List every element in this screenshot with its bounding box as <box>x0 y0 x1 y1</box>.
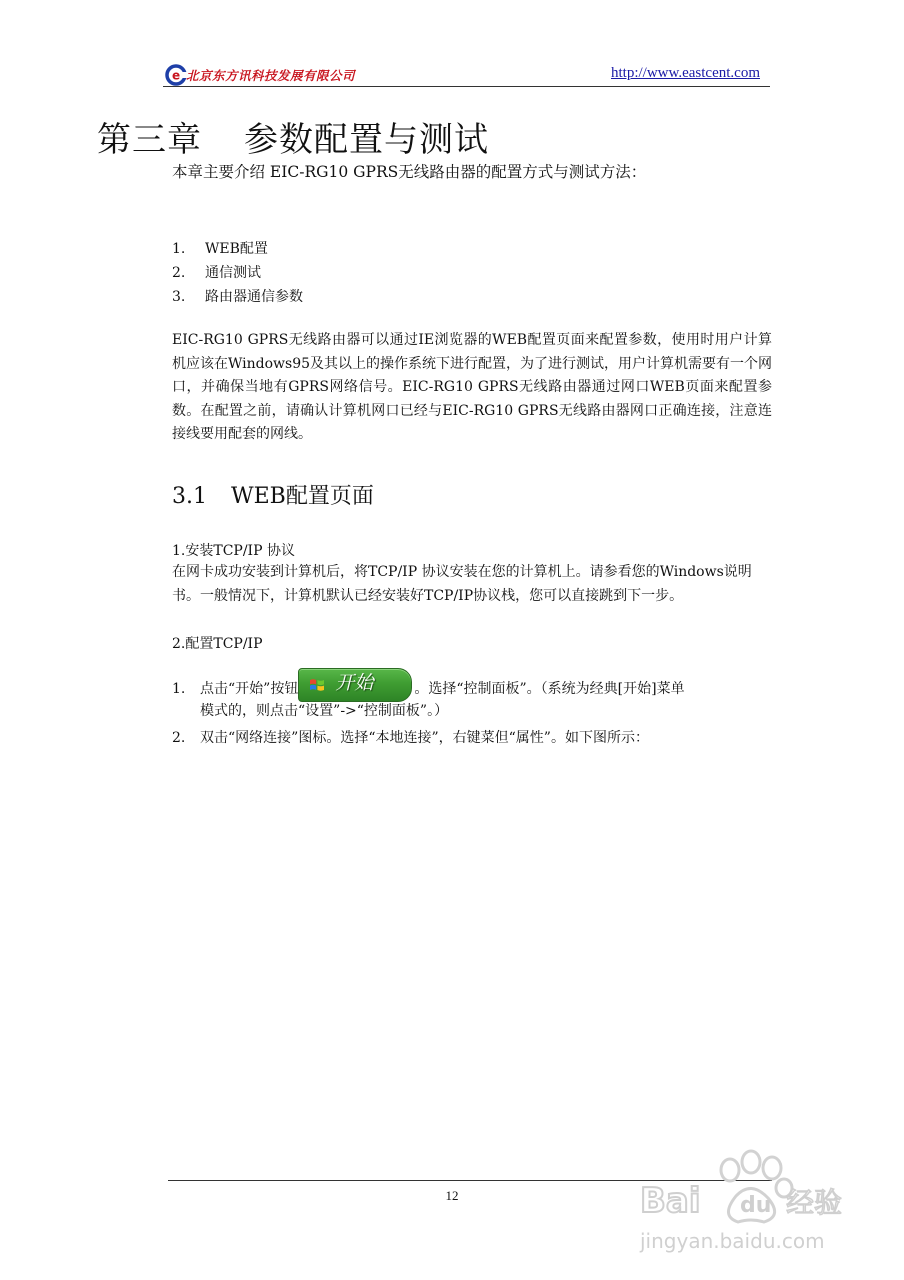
list-item-number: 2. <box>172 265 186 281</box>
list-item-number: 1. <box>172 241 186 257</box>
list-item <box>172 285 732 309</box>
overview-paragraph: EIC-RG10 GPRS无线路由器可以通过IE浏览器的WEB配置页面来配置参数，使用时用户计算机应该在Windows95及其以上的操作系统下进行配置，为了进行测试，用户计算机需要有一个网口，并确保当地有GPRS网络信号。EIC-RG10 GPRS无线路由器通过网口WEB页面来配置参数。在配置之前，请确认计算机网口已经与EIC-RG10 GPRS无线路由器网口正确连接，注意连接线要用配套的网线。 <box>172 332 773 442</box>
start-button-image <box>298 668 412 702</box>
step-number: 2. <box>172 730 186 746</box>
header-divider <box>163 86 770 87</box>
list-item-text: 通信测试 <box>205 265 261 281</box>
watermark-brand-cn: 经验 <box>786 1186 843 1219</box>
subsection-heading-tcpip-install: 1.安装TCP/IP 协议 <box>172 543 295 559</box>
watermark-site: jingyan.baidu.com <box>640 1229 825 1253</box>
watermark-brand-du: du <box>740 1193 772 1218</box>
svg-text:e: e <box>172 68 181 83</box>
list-item <box>172 261 732 285</box>
list-item-text: WEB配置 <box>205 241 268 257</box>
chapter-number: 第三章 <box>97 120 202 160</box>
topic-list <box>172 237 732 309</box>
header-company-name: 北京东方讯科技发展有限公司 <box>186 68 356 83</box>
page-number: 12 <box>445 1188 459 1203</box>
step-item <box>172 672 772 702</box>
step-text-before: 点击“开始”按钮 <box>200 681 299 697</box>
start-button-label: 开始 <box>335 672 374 694</box>
windows-flag-icon <box>309 677 325 693</box>
subsection-text-tcpip-install: 在网卡成功安装到计算机后，将TCP/IP 协议安装在您的计算机上。请参看您的Windows说明书。一般情况下，计算机默认已经安装好TCP/IP协议栈，您可以直接跳到下一步。 <box>172 564 752 604</box>
company-logo-icon <box>165 64 187 86</box>
chapter-name: 参数配置与测试 <box>244 120 489 160</box>
step-item <box>172 727 772 751</box>
section-number: 3.1 <box>172 484 207 509</box>
list-item-number: 3. <box>172 289 186 305</box>
step-text-after: 。选择“控制面板”。（系统为经典[开始]菜单 <box>414 681 685 697</box>
list-item <box>172 237 732 261</box>
step-text: 双击“网络连接”图标。选择“本地连接”，右键菜但“属性”。如下图所示： <box>200 730 649 746</box>
step-text-continued: 模式的，则点击“设置”->“控制面板”。） <box>200 703 449 719</box>
list-item-text: 路由器通信参数 <box>205 289 303 305</box>
chapter-intro: 本章主要介绍 EIC-RG10 GPRS无线路由器的配置方式与测试方法： <box>172 163 647 181</box>
section-title <box>172 479 374 510</box>
section-name: WEB配置页面 <box>231 484 374 509</box>
subsection-heading-tcpip-config: 2.配置TCP/IP <box>172 636 263 652</box>
step-number: 1. <box>172 681 186 697</box>
baidu-jingyan-watermark <box>638 1138 868 1268</box>
watermark-brand: Bai <box>640 1181 701 1221</box>
header-website-link[interactable]: http://www.eastcent.com <box>611 65 760 81</box>
chapter-title <box>97 112 489 161</box>
